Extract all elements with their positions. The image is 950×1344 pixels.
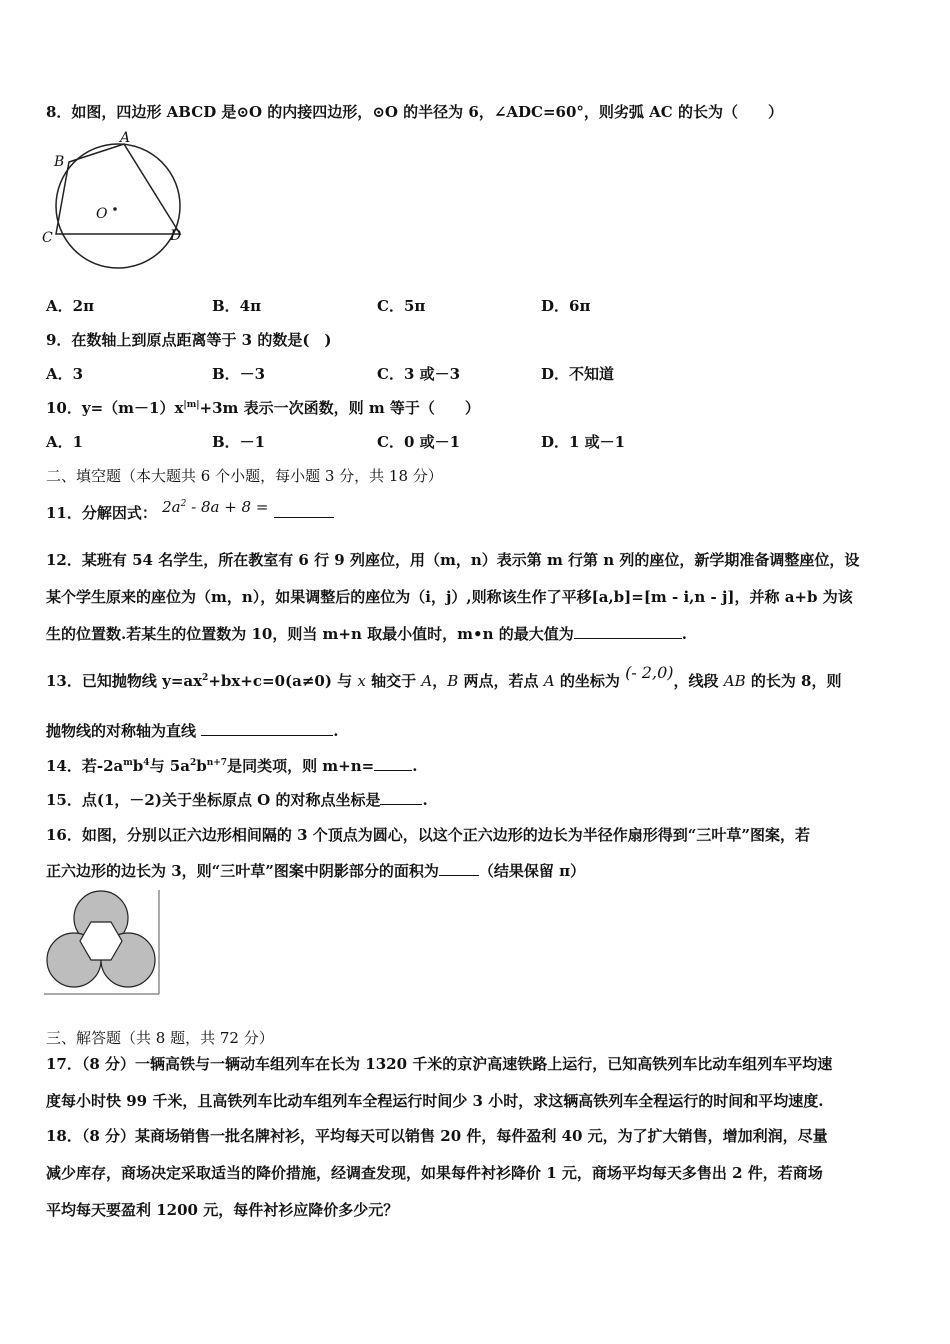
q13-segment-ab: AB — [723, 672, 746, 690]
q8-option-a: A．2π — [46, 297, 95, 315]
q10-option-c: C．0 或－1 — [377, 433, 461, 451]
q8-text-2: 的内接四边形， — [262, 103, 373, 121]
q13-text-5: 的坐标为 — [559, 672, 620, 690]
circle-o — [56, 144, 180, 268]
q13-coordinate: (- 2,0) — [625, 663, 674, 682]
q8-text-3: 的半径为 6，∠ADC=60°，则劣弧 AC 的长为（ ） — [397, 103, 783, 121]
q13-exp: 2 — [202, 673, 209, 683]
q13-text-8: 抛物线的对称轴为直线 — [46, 722, 197, 740]
q17-line-1: 17．（8 分）一辆高铁与一辆动车组列车在长为 1320 千米的京沪高速铁路上运行，已知高铁列车比动车组列车平均速 — [46, 1055, 833, 1073]
q13-text-7: 的长为 8，则 — [750, 672, 842, 690]
label-d: D — [170, 228, 182, 244]
q11-expr-a: 2a — [162, 498, 181, 516]
label-c: C — [42, 230, 53, 246]
q13-line-1 — [46, 663, 904, 691]
q14-end: . — [412, 757, 418, 775]
q13-answer-blank[interactable] — [201, 721, 333, 736]
q14-exp-3: 2 — [189, 758, 197, 768]
q8-text-1: 8．如图，四边形 ABCD 是 — [46, 103, 237, 121]
q11-answer-blank[interactable] — [274, 503, 334, 518]
q15-end: . — [422, 791, 428, 809]
q13-text-4: 两点，若点 — [463, 672, 539, 690]
q12-line-3 — [46, 624, 904, 644]
q11-text: 11．分解因式： — [46, 504, 157, 522]
q9-option-d: D．不知道 — [541, 365, 615, 383]
q14-text-5: 是同类项，则 m+n= — [227, 757, 375, 775]
q12-end: . — [681, 625, 687, 643]
q15-answer-blank[interactable] — [380, 790, 422, 805]
q11-stem — [46, 498, 904, 523]
q18-line-2: 减少库存，商场决定采取适当的降价措施，经调查发现，如果每件衬衫降价 1 元，商场平均每天多售出 2 件，若商场 — [46, 1164, 823, 1182]
q8-circle-symbol-2: ⊙O — [372, 103, 398, 121]
q16-line-1: 16．如图，分别以正六边形相间隔的 3 个顶点为圆心，以这个正六边形的边长为半径作扇形得到“三叶草”图案，若 — [46, 826, 811, 844]
q10-option-b: B．－1 — [212, 433, 266, 451]
q10-option-d: D．1 或－1 — [541, 433, 626, 451]
q9-option-c: C．3 或－3 — [377, 365, 461, 383]
q16-line-2 — [46, 861, 904, 881]
q14-exp-4: n+7 — [206, 758, 228, 768]
q13-comma: ， — [432, 672, 448, 690]
q13-text-6: ，线段 — [673, 672, 719, 690]
q10-exponent: |m| — [183, 400, 200, 410]
q14-text-3: 与 5a — [149, 757, 190, 775]
q12-text: 生的位置数.若某生的位置数为 10，则当 m+n 取最小值时，m•n 的最大值为 — [46, 625, 574, 643]
q8-circle-symbol-1: ⊙O — [236, 103, 263, 121]
q13-text-2: +bx+c=0(a≠0) 与 — [208, 672, 353, 690]
q12-line-2: 某个学生原来的座位为（m，n），如果调整后的座位为（i，j）,则称该生作了平移[a,b]=[m - i,n - j]，并称 a+b 为该 — [46, 588, 853, 606]
label-a: A — [120, 130, 131, 146]
q8-option-d: D．6π — [541, 297, 591, 315]
q18-line-1: 18．（8 分）某商场销售一批名牌衬衫，平均每天可以销售 20 件，每件盈利 40 元，为了扩大销售，增加利润，尽量 — [46, 1127, 828, 1145]
q14-answer-blank[interactable] — [374, 756, 412, 771]
label-b: B — [54, 154, 65, 170]
q14-stem — [46, 756, 904, 776]
label-o: O — [96, 206, 108, 222]
q17-line-2: 度每小时快 99 千米，且高铁列车比动车组列车全程运行时间少 3 小时，求这辆高铁列车全程运行的时间和平均速度. — [46, 1092, 824, 1110]
q8-stem — [46, 102, 904, 122]
q15-stem — [46, 790, 904, 810]
q13-text-1: 13．已知抛物线 y=ax — [46, 672, 203, 690]
section-3-heading: 三、解答题（共 8 题，共 72 分） — [46, 1029, 274, 1047]
q13-text-3: 轴交于 — [371, 672, 417, 690]
q13-point-a: A — [421, 672, 433, 690]
q8-option-b: B．4π — [212, 297, 262, 315]
q18-line-3: 平均每天要盈利 1200 元，每件衬衫应降价多少元？ — [46, 1201, 399, 1219]
q16-clover-figure — [42, 888, 162, 996]
q8-circle-figure — [40, 128, 190, 278]
quadrilateral-abcd — [56, 144, 180, 234]
q13-line-2 — [46, 721, 904, 741]
q13-x: x — [357, 672, 366, 690]
q13-point-a-2: A — [543, 672, 555, 690]
q8-option-c: C．5π — [377, 297, 426, 315]
q11-expr-exp: 2 — [180, 499, 187, 509]
q10-stem — [46, 398, 904, 418]
q9-option-b: B．－3 — [212, 365, 266, 383]
q11-expression — [162, 498, 268, 516]
q10-text-1: 10．y=（m－1）x — [46, 399, 184, 417]
q14-exp-1: m — [123, 758, 133, 768]
q16-text-1: 正六边形的边长为 3，则“三叶草”图案中阴影部分的面积为 — [46, 862, 439, 880]
q12-line-1: 12．某班有 54 名学生，所在教室有 6 行 9 列座位，用（m，n）表示第 m 行第 n 列的座位，新学期准备调整座位，设 — [46, 551, 860, 569]
q16-answer-blank[interactable] — [439, 861, 479, 876]
q14-text-4: b — [196, 757, 207, 775]
q10-option-a: A．1 — [46, 433, 84, 451]
q14-text-1: 14．若-2a — [46, 757, 124, 775]
q9-stem: 9．在数轴上到原点距离等于 3 的数是( ) — [46, 331, 332, 349]
q12-answer-blank[interactable] — [574, 624, 682, 639]
q15-text: 15．点(1，－2)关于坐标原点 O 的对称点坐标是 — [46, 791, 381, 809]
q16-text-2: （结果保留 π） — [478, 862, 586, 880]
q11-expr-b: - 8a + 8 = — [186, 498, 269, 516]
q10-text-2: +3m 表示一次函数，则 m 等于（ ） — [199, 399, 480, 417]
q14-exp-2: 4 — [143, 758, 150, 768]
q13-point-b: B — [447, 672, 459, 690]
center-dot — [113, 207, 117, 211]
q13-end: . — [333, 722, 339, 740]
q14-text-2: b — [132, 757, 144, 775]
q9-option-a: A．3 — [46, 365, 84, 383]
section-2-heading: 二、填空题（本大题共 6 个小题，每小题 3 分，共 18 分） — [46, 467, 443, 485]
